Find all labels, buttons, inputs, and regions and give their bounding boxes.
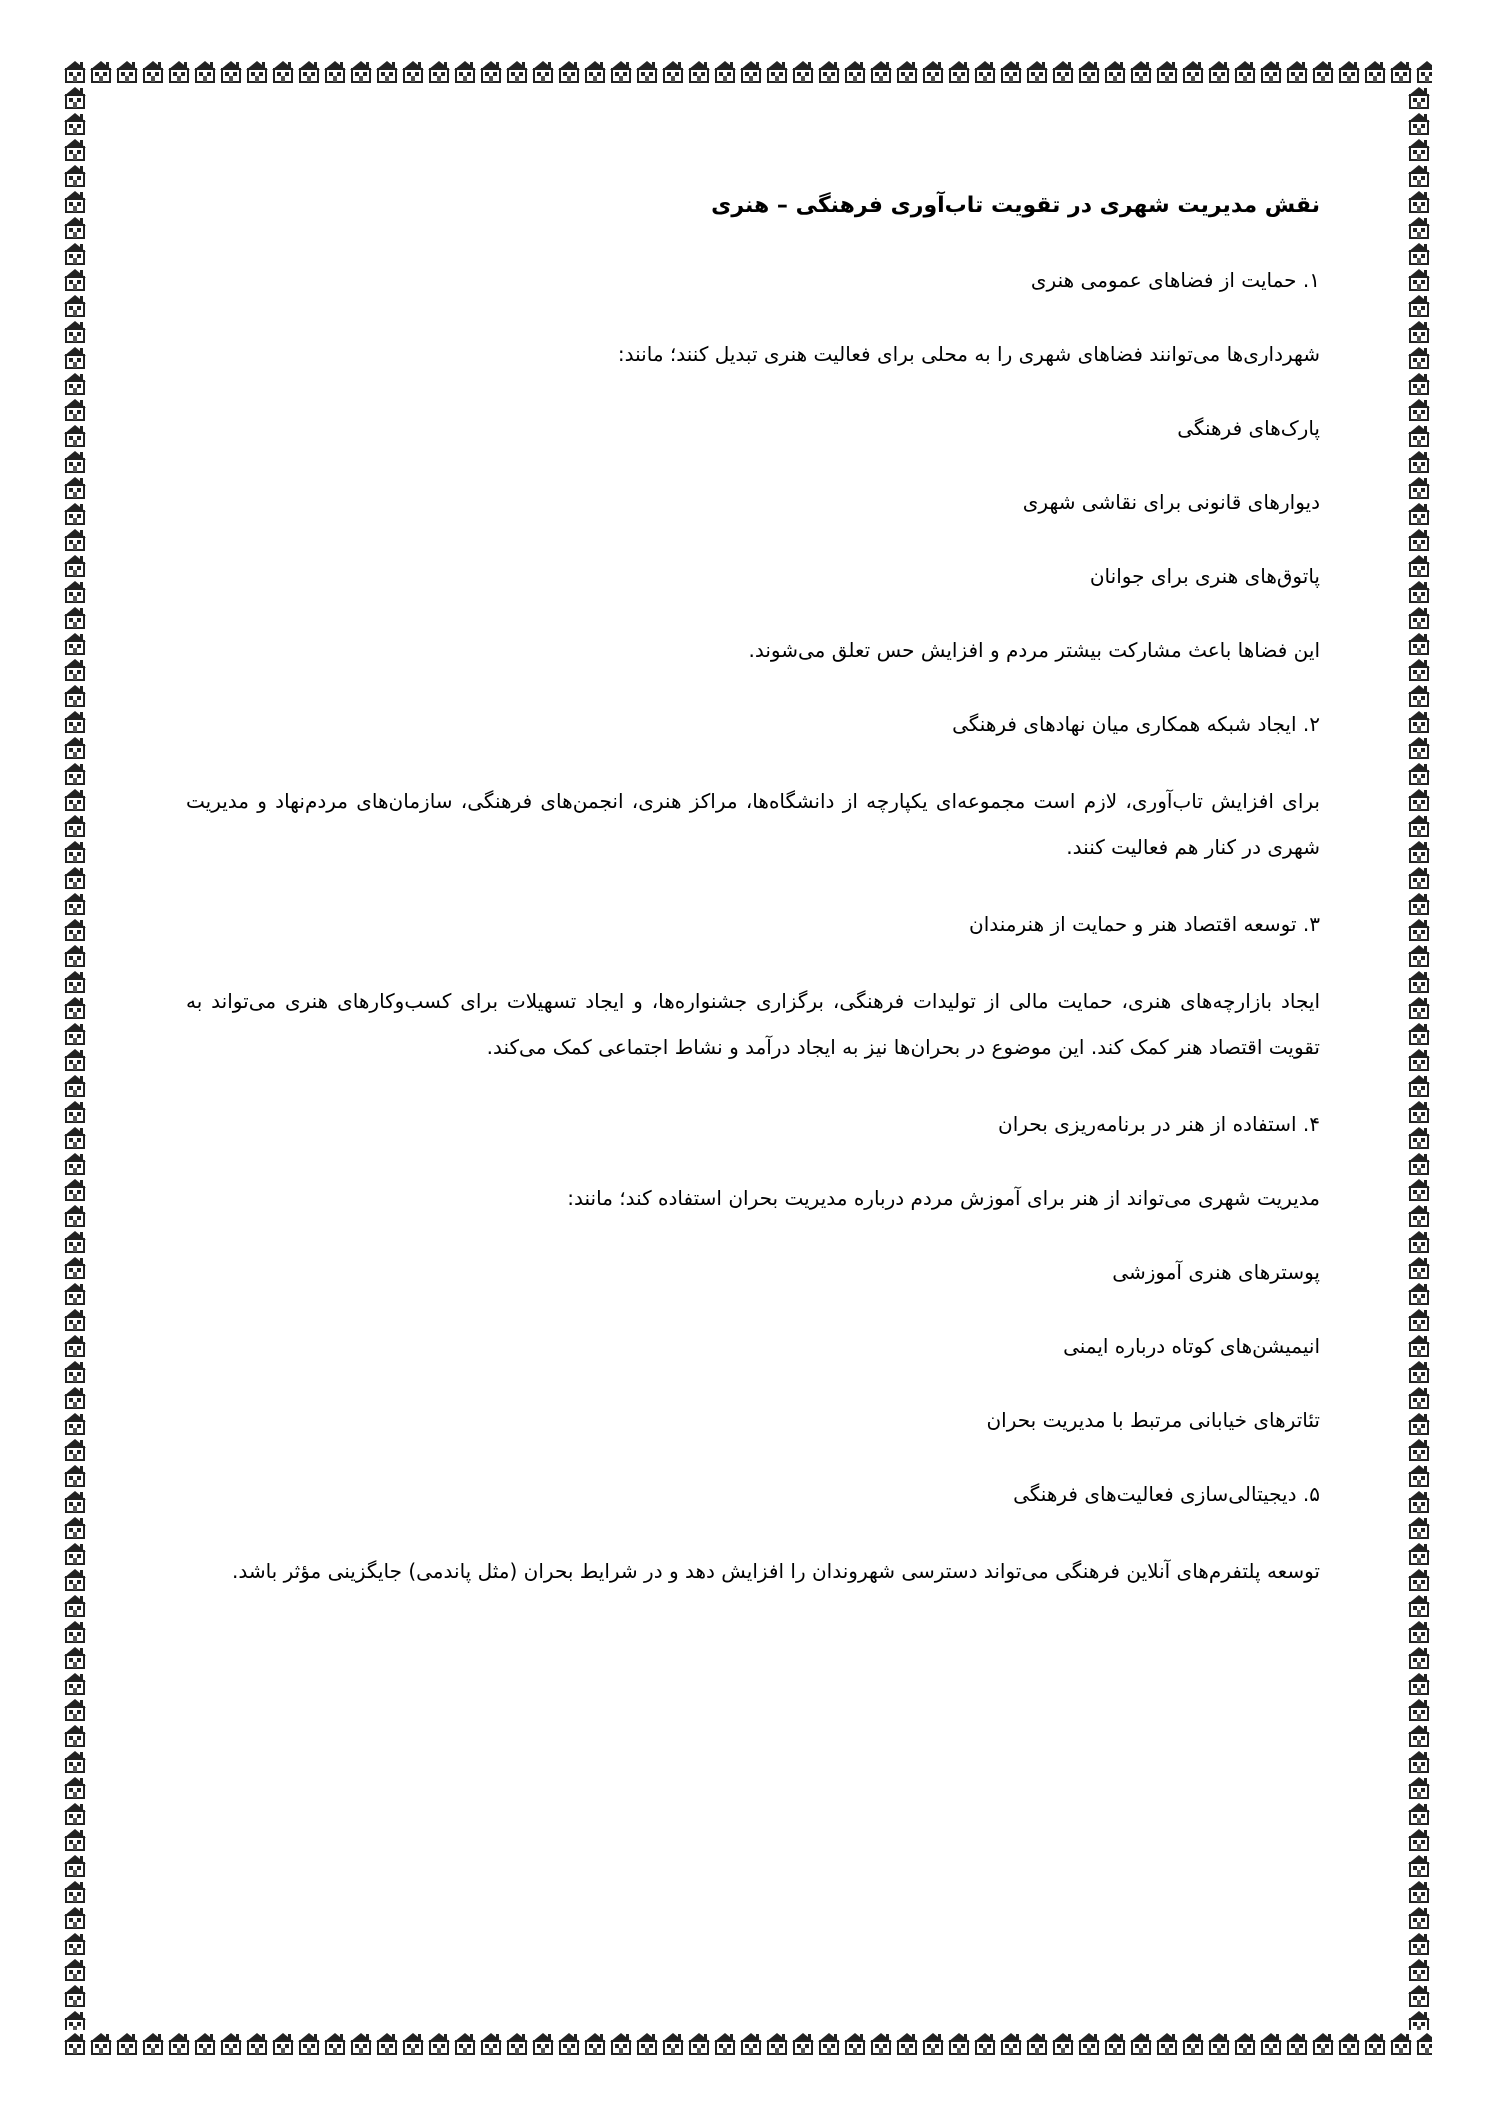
paragraph: توسعه پلتفرم‌های آنلاین فرهنگی می‌تواند دسترسی شهروندان را افزایش دهد و در شرایط بحران (مثل پاندمی) جایگزینی مؤثر باشد. bbox=[231, 1559, 1320, 1583]
paragraph: شهرداری‌ها می‌توانند فضاهای شهری را به محلی برای فعالیت هنری تبدیل کنند؛ مانند: bbox=[617, 342, 1320, 366]
section-heading-5: ۵. دیجیتالی‌سازی فعالیت‌های فرهنگی bbox=[1013, 1482, 1320, 1506]
section-heading-2: ۲. ایجاد شبکه همکاری میان نهادهای فرهنگی bbox=[952, 712, 1320, 736]
paragraph: برای افزایش تاب‌آوری، لازم است مجموعه‌ای یکپارچه از دانشگاه‌ها، مراکز هنری، انجمن‌های فرهنگی، سازمان‌های مردم‌نهاد و مدیریت شهری در کنار هم فعالیت کنند. bbox=[186, 789, 1320, 859]
section-heading-1: ۱. حمایت از فضاهای عمومی هنری bbox=[1030, 268, 1320, 292]
list-item: دیوارهای قانونی برای نقاشی شهری bbox=[1022, 490, 1320, 514]
list-item: پوسترهای هنری آموزشی bbox=[1112, 1260, 1320, 1284]
document-body bbox=[186, 186, 1320, 1628]
list-item: تئاترهای خیابانی مرتبط با مدیریت بحران bbox=[986, 1408, 1320, 1432]
decorative-border-top bbox=[62, 58, 1432, 84]
document-title: نقش مدیریت شهری در تقویت تاب‌آوری فرهنگی – هنری bbox=[711, 193, 1320, 218]
decorative-border-right bbox=[1406, 84, 1432, 2030]
paragraph: ایجاد بازارچه‌های هنری، حمایت مالی از تولیدات فرهنگی، برگزاری جشنواره‌ها، و ایجاد تسهیلات برای کسب‌وکارهای هنری می‌تواند به تقویت اقتصاد هنر کمک کند. این موضوع در بحران‌ها نیز به ایجاد درآمد و نشاط اجتماعی کمک می‌کند. bbox=[186, 989, 1320, 1059]
list-item: انیمیشن‌های کوتاه درباره ایمنی bbox=[1063, 1334, 1320, 1358]
section-heading-4: ۴. استفاده از هنر در برنامه‌ریزی بحران bbox=[998, 1112, 1320, 1136]
list-item: پارک‌های فرهنگی bbox=[1177, 416, 1320, 440]
decorative-border-left bbox=[62, 84, 88, 2030]
list-item: پاتوق‌های هنری برای جوانان bbox=[1089, 564, 1320, 588]
paragraph: این فضاها باعث مشارکت بیشتر مردم و افزایش حس تعلق می‌شوند. bbox=[748, 638, 1320, 662]
section-heading-3: ۳. توسعه اقتصاد هنر و حمایت از هنرمندان bbox=[969, 912, 1320, 936]
decorative-border-bottom bbox=[62, 2030, 1432, 2056]
paragraph: مدیریت شهری می‌تواند از هنر برای آموزش مردم درباره مدیریت بحران استفاده کند؛ مانند: bbox=[567, 1186, 1320, 1210]
